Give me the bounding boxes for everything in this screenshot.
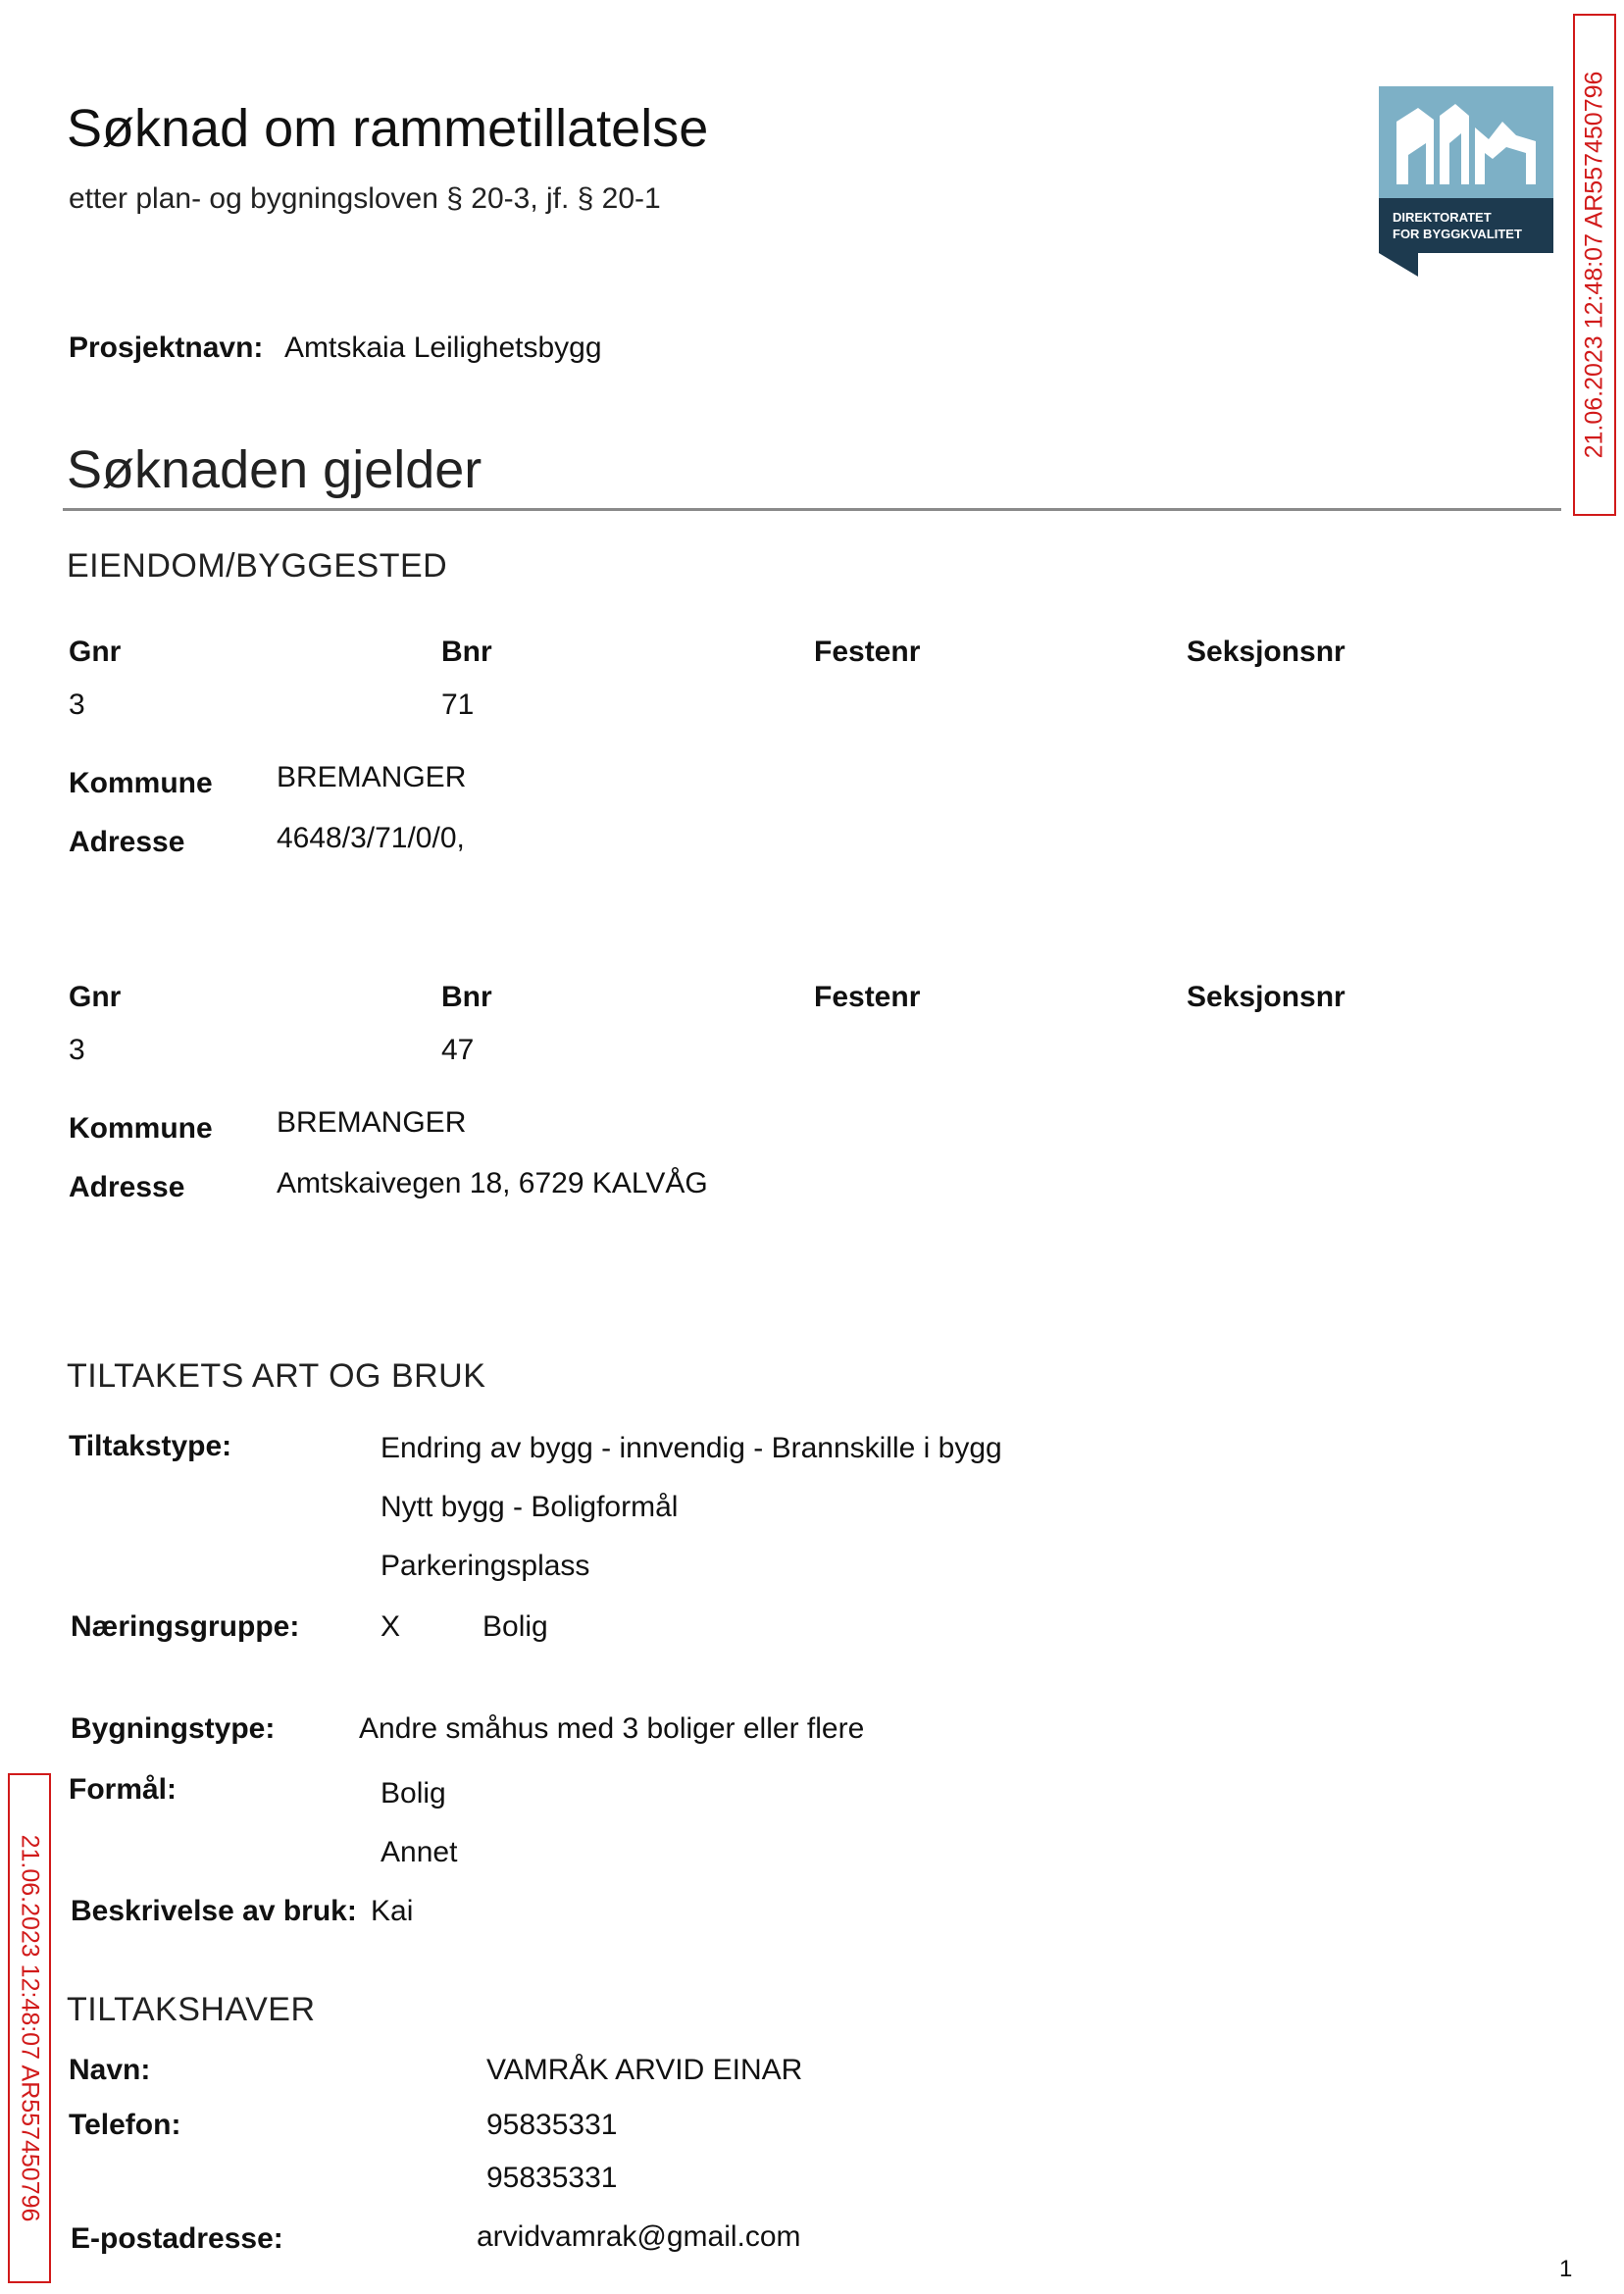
timestamp-stamp-left bbox=[8, 1773, 51, 2283]
adresse-value: 4648/3/71/0/0, bbox=[277, 822, 465, 854]
tiltak-heading: TILTAKETS ART OG BRUK bbox=[67, 1357, 486, 1395]
bnr-value: 47 bbox=[441, 1034, 475, 1066]
col-gnr-header: Gnr bbox=[69, 636, 122, 668]
naeringsgruppe-code: X bbox=[381, 1610, 401, 1643]
col-bnr-header: Bnr bbox=[441, 981, 492, 1013]
tiltakshaver-heading: TILTAKSHAVER bbox=[67, 1991, 316, 2028]
formal-item: Annet bbox=[381, 1836, 458, 1868]
telefon-value: 95835331 bbox=[486, 2109, 618, 2141]
beskrivelse-bruk-value: Kai bbox=[371, 1895, 414, 1927]
col-festenr-header: Festenr bbox=[814, 981, 921, 1013]
kommune-value: BREMANGER bbox=[277, 1106, 467, 1139]
adresse-value: Amtskaivegen 18, 6729 KALVÅG bbox=[277, 1167, 708, 1199]
tiltakstype-item: Endring av bygg - innvendig - Brannskille i bygg bbox=[381, 1432, 1002, 1464]
stamp-text: 21.06.2023 12:48:07 AR557450796 bbox=[1580, 71, 1608, 459]
logo-line2: FOR BYGGKVALITET bbox=[1393, 227, 1522, 241]
stamp-text: 21.06.2023 12:48:07 AR557450796 bbox=[16, 1834, 44, 2222]
telefon-value: 95835331 bbox=[486, 2162, 618, 2194]
epost-value: arvidvamrak@gmail.com bbox=[477, 2220, 801, 2253]
navn-value: VAMRÅK ARVID EINAR bbox=[486, 2054, 803, 2086]
logo-line1: DIREKTORATET bbox=[1393, 210, 1492, 225]
naeringsgruppe-value: Bolig bbox=[482, 1610, 548, 1643]
beskrivelse-bruk-label: Beskrivelse av bruk: bbox=[71, 1895, 357, 1927]
project-name-value: Amtskaia Leilighetsbygg bbox=[284, 331, 602, 364]
document-title: Søknad om rammetillatelse bbox=[67, 99, 709, 158]
epost-label: E-postadresse: bbox=[71, 2222, 283, 2255]
project-name-label: Prosjektnavn: bbox=[69, 331, 264, 364]
formal-item: Bolig bbox=[381, 1777, 446, 1810]
tiltakstype-label: Tiltakstype: bbox=[69, 1430, 232, 1462]
dibk-logo bbox=[1379, 86, 1553, 277]
bygningstype-value: Andre småhus med 3 boliger eller flere bbox=[359, 1712, 865, 1745]
tiltakstype-item: Parkeringsplass bbox=[381, 1550, 590, 1582]
col-seksjonsnr-header: Seksjonsnr bbox=[1187, 636, 1345, 668]
kommune-label: Kommune bbox=[69, 767, 213, 799]
gnr-value: 3 bbox=[69, 1034, 85, 1066]
kommune-value: BREMANGER bbox=[277, 761, 467, 793]
section-divider bbox=[63, 508, 1561, 511]
col-seksjonsnr-header: Seksjonsnr bbox=[1187, 981, 1345, 1013]
document-subtitle: etter plan- og bygningsloven § 20-3, jf. § 20-1 bbox=[69, 182, 661, 215]
kommune-label: Kommune bbox=[69, 1112, 213, 1145]
col-gnr-header: Gnr bbox=[69, 981, 122, 1013]
bnr-value: 71 bbox=[441, 688, 475, 721]
page-number: 1 bbox=[1559, 2256, 1573, 2282]
section-heading: Søknaden gjelder bbox=[67, 440, 482, 499]
gnr-value: 3 bbox=[69, 688, 85, 721]
adresse-label: Adresse bbox=[69, 1171, 185, 1203]
formal-label: Formål: bbox=[69, 1773, 178, 1806]
timestamp-stamp-right bbox=[1573, 14, 1616, 516]
adresse-label: Adresse bbox=[69, 826, 185, 858]
navn-label: Navn: bbox=[69, 2054, 151, 2086]
naeringsgruppe-label: Næringsgruppe: bbox=[71, 1610, 300, 1643]
bygningstype-label: Bygningstype: bbox=[71, 1712, 276, 1745]
property-heading: EIENDOM/BYGGESTED bbox=[67, 547, 448, 585]
tiltakstype-item: Nytt bygg - Boligformål bbox=[381, 1491, 679, 1523]
telefon-label: Telefon: bbox=[69, 2109, 181, 2141]
col-festenr-header: Festenr bbox=[814, 636, 921, 668]
col-bnr-header: Bnr bbox=[441, 636, 492, 668]
